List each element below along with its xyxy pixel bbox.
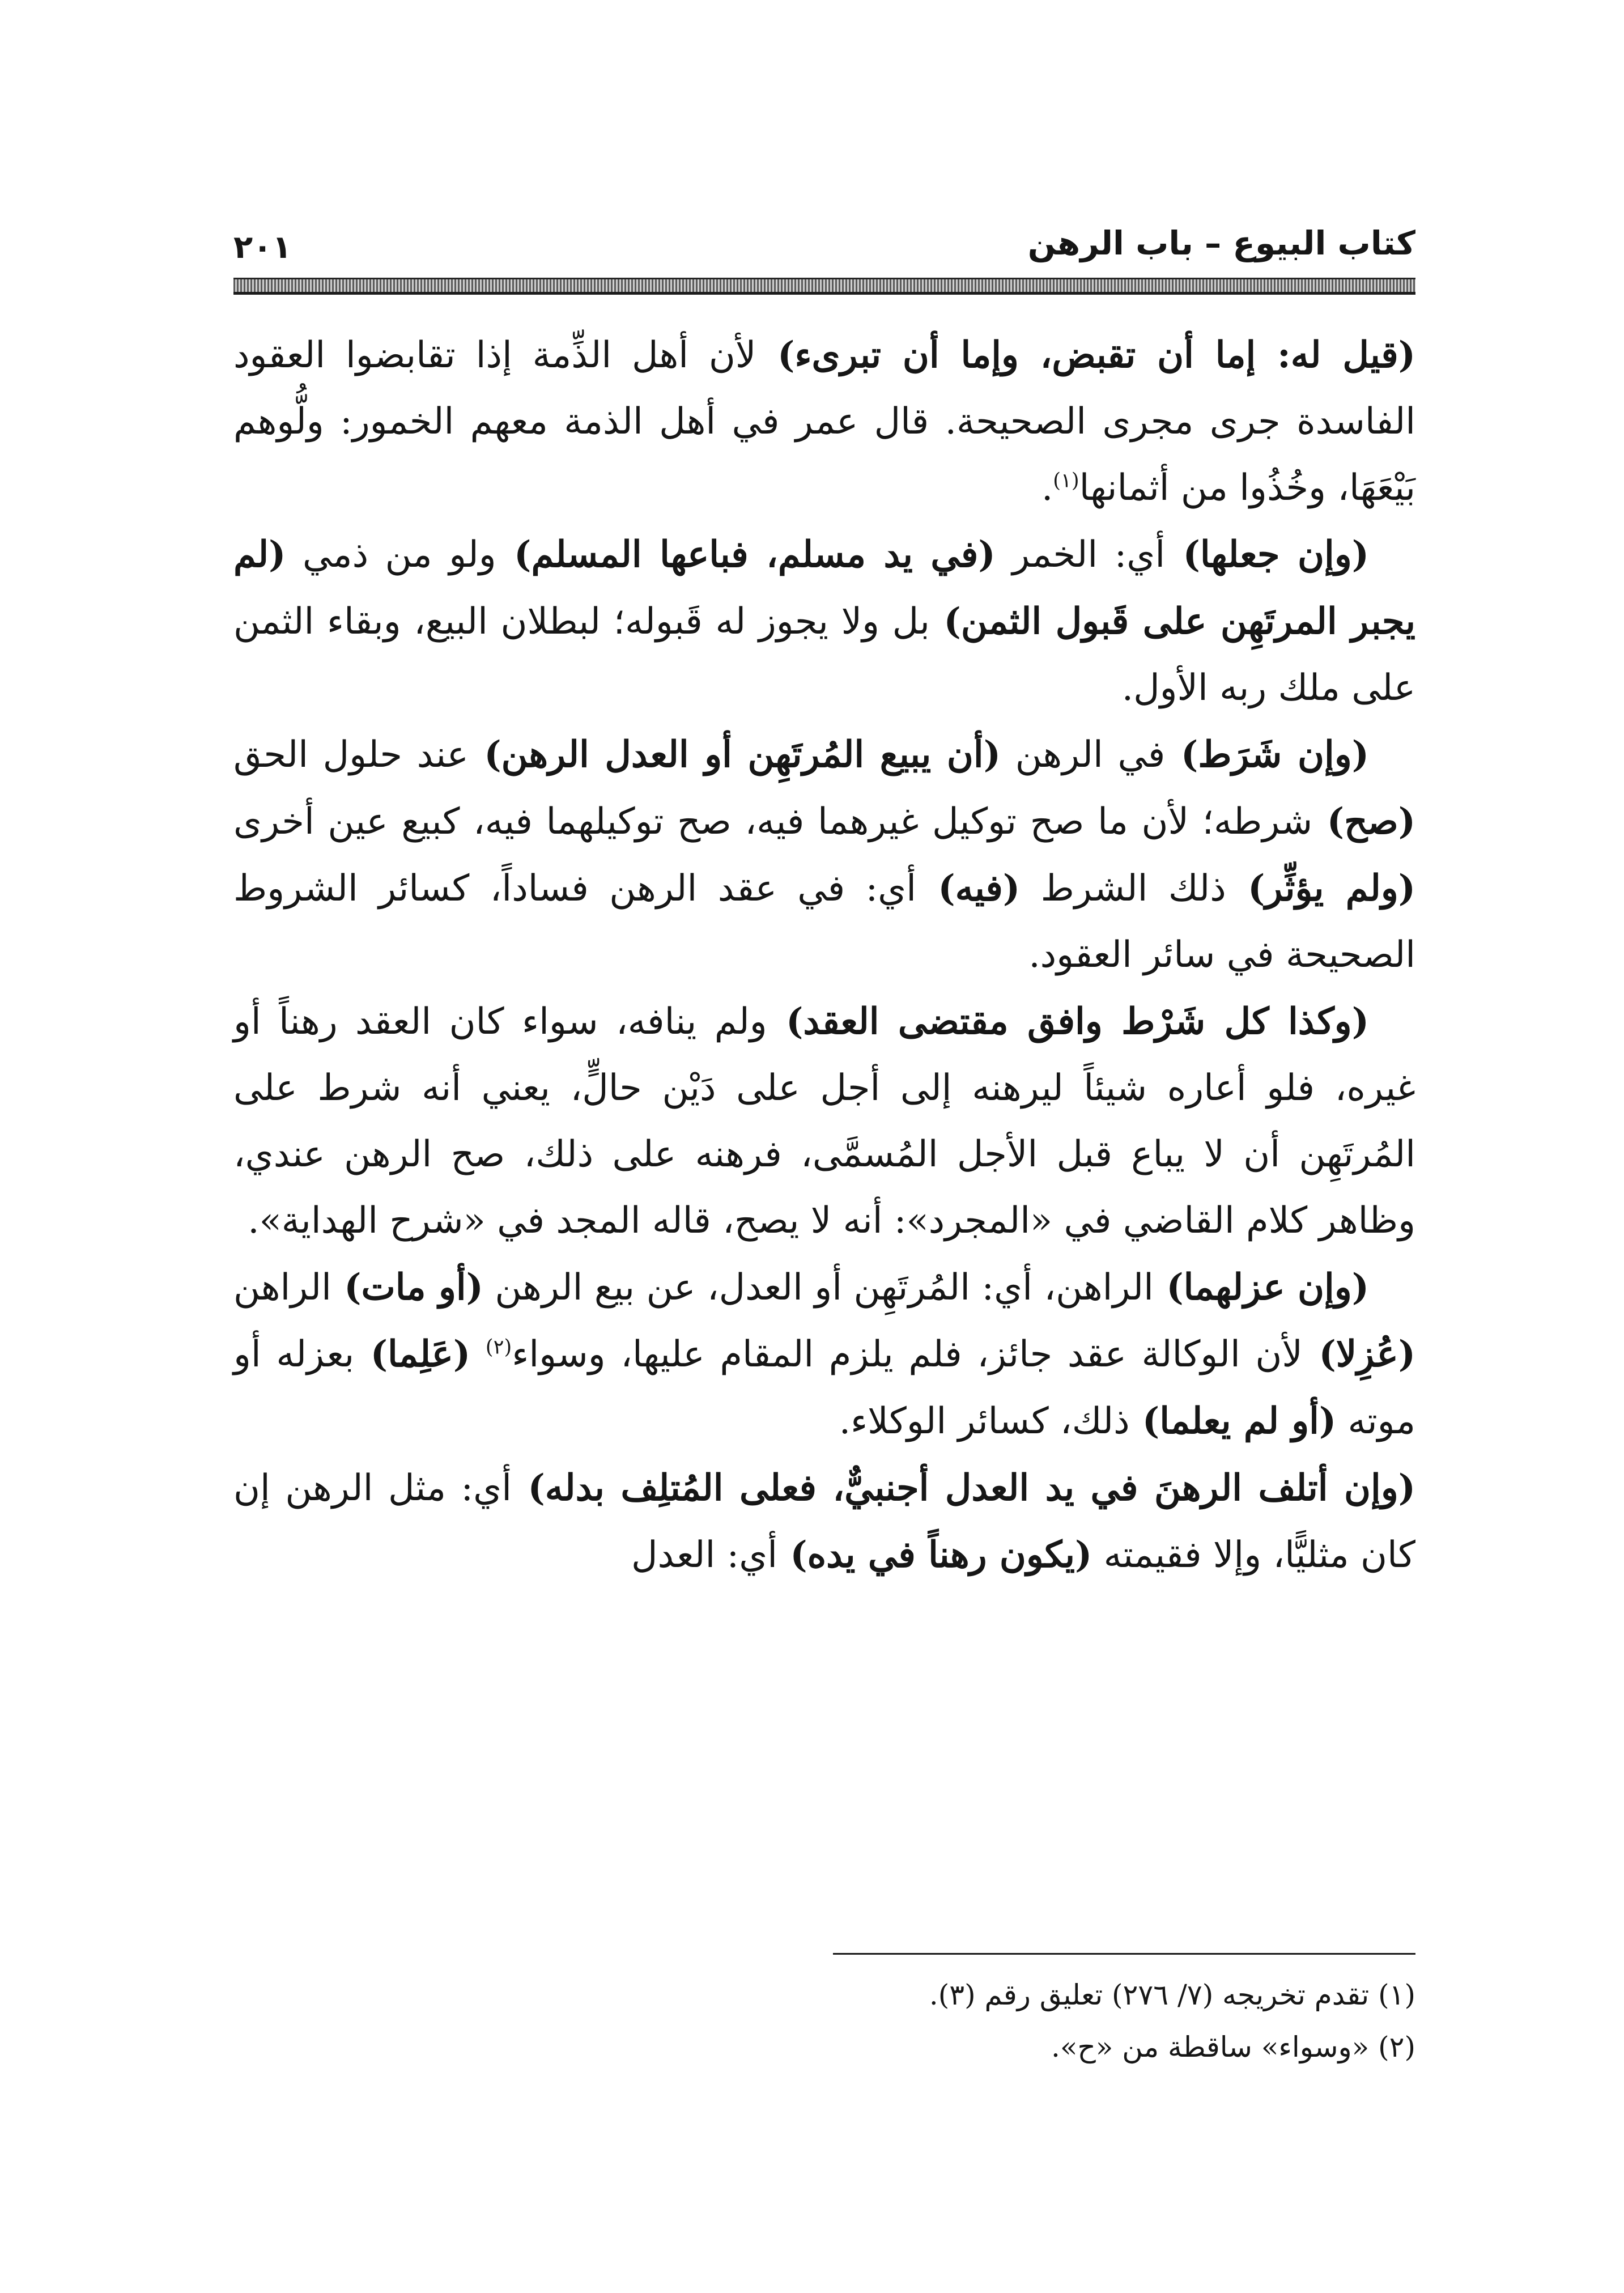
- matn-text: (قيل له: إما أن تقبض، وإما أن تبرىء): [756, 334, 1415, 376]
- paragraph: [233, 1254, 1415, 1455]
- running-header: [233, 220, 1415, 266]
- page-number: ٢٠١: [233, 229, 292, 266]
- commentary-text: ذلك، كسائر الوكلاء.: [839, 1400, 1130, 1442]
- commentary-text: لأن الوكالة عقد جائز، فلم يلزم المقام عليها، وسواء: [512, 1334, 1303, 1375]
- footnotes: [233, 1969, 1415, 2073]
- footnote-divider: [833, 1953, 1415, 1955]
- commentary-text: بعزله أو موته: [233, 1334, 1415, 1442]
- footnote-marker: (٢): [485, 1335, 512, 1359]
- footnote-marker: (١): [1053, 469, 1079, 492]
- commentary-text: أي: مثل الرهن إن كان مثليًّا، وإلا فقيمته: [233, 1467, 1415, 1576]
- commentary-text: أي: الخمر: [995, 534, 1166, 576]
- commentary-text: [470, 1334, 486, 1375]
- commentary-text: ولم ينافه، سواء كان العقد رهناً أو غيره، فلو أعاره شيئاً ليرهنه إلى أجل على دَيْن حالٍّ، يعني أنه شرط على المُرتَهِن أن لا يباع قبل الأجل المُسمَّى، فرهنه على ذلك، صح الرهن عندي، وظاهر كلام القاضي في «المجرد»: أنه لا يصح، قاله المجد في «شرح الهداية».: [233, 1001, 1415, 1242]
- header-divider: [233, 278, 1415, 295]
- commentary-text: ذلك الشرط: [1020, 868, 1226, 910]
- paragraph: [233, 322, 1415, 521]
- matn-text: (أو لم يعلما): [1129, 1400, 1337, 1442]
- commentary-text: لأن أهل الذِّمة إذا تقابضوا العقود الفاسدة جرى مجرى الصحيحة. قال عمر في أهل الذمة معهم الخمور: ولُّوهم بَيْعَهَا، وخُذُوا من أثمانها: [233, 334, 1415, 509]
- matn-text: (وإن عزلهما): [1153, 1266, 1370, 1309]
- footnote-2: (٢) «وسواء» ساقطة من «ح».: [1051, 2031, 1415, 2063]
- matn-text: (ولم يؤثِّر): [1226, 867, 1416, 910]
- commentary-text: أي: في عقد الرهن فساداً، كسائر الشروط الصحيحة في سائر العقود.: [233, 868, 1415, 976]
- paragraph: [233, 1455, 1415, 1589]
- matn-text: (أن يبيع المُرتَهِن أو العدل الرهن): [468, 733, 1001, 776]
- matn-text: (في يد مسلم، فباعها المسلم): [496, 533, 996, 576]
- footnote-1: (١) تقدم تخريجه (٧/ ٢٧٦) تعليق رقم (٣).: [929, 1978, 1415, 2011]
- matn-text: (لم يجبر المرتَهِن على قَبول الثمن): [233, 533, 1416, 643]
- matn-text: (عُزِلا): [1302, 1333, 1416, 1375]
- commentary-text: شرطه؛ لأن ما صح توكيل غيرهما فيه، صح توكيلهما فيه، كبيع عين أخرى: [233, 801, 1313, 843]
- commentary-text: عند حلول الحق: [233, 734, 469, 776]
- commentary-text: أي: العدل: [631, 1534, 778, 1576]
- main-text: [233, 322, 1415, 1589]
- matn-text: (عَلِما): [354, 1333, 471, 1375]
- paragraph: [233, 721, 1415, 988]
- matn-text: (وإن جعلها): [1165, 533, 1370, 576]
- commentary-text: في الرهن: [1001, 734, 1166, 776]
- matn-text: (فيه): [916, 867, 1021, 910]
- matn-text: (يكون رهناً في يده): [777, 1534, 1092, 1576]
- commentary-text: الراهن: [233, 1267, 331, 1309]
- matn-text: (وإن أتلف الرهنَ في يد العدل أجنبيٌّ، فعلى المُتلِف بدله): [512, 1467, 1416, 1509]
- commentary-text: الراهن، أي: المُرتَهِن أو العدل، عن بيع الرهن: [483, 1267, 1154, 1309]
- matn-text: (صح): [1312, 800, 1415, 843]
- chapter-title: كتاب البيوع – باب الرهن: [1027, 224, 1415, 262]
- matn-text: (وإن شَرَط): [1165, 733, 1370, 776]
- matn-text: (وكذا كل شَرْط وافق مقتضى العقد): [767, 1000, 1369, 1043]
- paragraph: [233, 988, 1415, 1254]
- commentary-text: .: [1041, 467, 1053, 509]
- commentary-text: ولو من ذمي: [286, 534, 496, 576]
- paragraph: [233, 521, 1415, 721]
- matn-text: (أو مات): [331, 1266, 483, 1309]
- commentary-text: بل ولا يجوز له قَبوله؛ لبطلان البيع، وبقاء الثمن على ملك ربه الأول.: [233, 601, 1415, 709]
